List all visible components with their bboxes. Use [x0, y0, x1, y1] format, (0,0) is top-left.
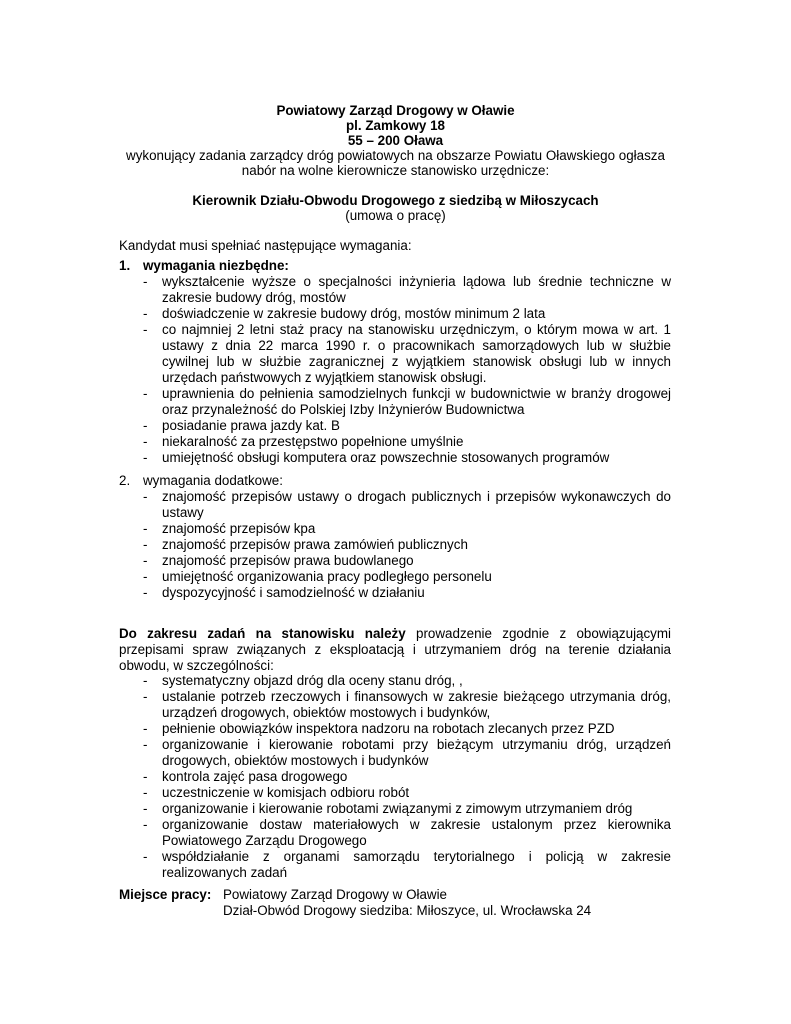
org-name: Powiatowy Zarząd Drogowy w Oławie [276, 103, 515, 118]
required-item: - co najmniej 2 letni staż pracy na stanowisku urzędniczym, o którym mowa w art. 1 ustawy z dnia 22 marca 1990 r. o pracownikach samorządowych lub w służbie cywilnej lub w służbie zagranicznej z wyjątkiem stanowisk obsługi lub w innych urzędach państwowych z wyjątkiem stanowisk obsługi. [119, 322, 671, 386]
required-item: - wykształcenie wyższe o specjalności inżynieria lądowa lub średnie techniczne w zakresie budowy dróg, mostów [119, 274, 671, 306]
required-title: wymagania niezbędne: [143, 258, 289, 273]
duty-item: - uczestniczenie w komisjach odbioru robót [119, 785, 671, 801]
workplace-line-2: Dział-Obwód Drogowy siedziba: Miłoszyce, ul. Wrocławska 24 [223, 903, 592, 918]
duty-item: - systematyczny objazd dróg dla oceny stanu dróg, , [119, 673, 671, 689]
duties-list [119, 673, 671, 881]
required-list [119, 274, 671, 466]
additional-item: - dyspozycyjność i samodzielność w działaniu [119, 585, 671, 601]
required-item: - umiejętność obsługi komputera oraz powszechnie stosowanych programów [119, 450, 671, 466]
contract-type: (umowa o pracę) [345, 208, 446, 223]
duties-lead-rest: prowadzenie zgodnie z obowiązującymi przepisami spraw związanych z eksploatacją i utrzymaniem dróg na terenie działania obwodu, w szczególności: [119, 626, 672, 673]
duty-item: - pełnienie obowiązków inspektora nadzoru na robotach zlecanych przez PZD [119, 721, 671, 737]
additional-item: - znajomość przepisów kpa [119, 521, 671, 537]
duty-item: - współdziałanie z organami samorządu terytorialnego i policją w zakresie realizowanych zadań [119, 849, 671, 881]
org-street: pl. Zamkowy 18 [346, 118, 445, 133]
duties-paragraph [119, 626, 671, 674]
duties-section [119, 673, 671, 881]
required-item: - doświadczenie w zakresie budowy dróg, mostów minimum 2 lata [119, 306, 671, 322]
additional-item: - znajomość przepisów ustawy o drogach publicznych i przepisów wykonawczych do ustawy [119, 489, 671, 521]
workplace-label: Miejsce pracy: [119, 887, 212, 902]
position-title: Kierownik Działu-Obwodu Drogowego z siedzibą w Miłoszycach [192, 193, 599, 208]
required-item: - posiadanie prawa jazdy kat. B [119, 418, 671, 434]
additional-section [119, 473, 671, 601]
org-city: 55 – 200 Oława [347, 133, 444, 148]
required-section [119, 258, 671, 466]
duty-item: - organizowanie i kierowanie robotami przy bieżącym utrzymaniu dróg, urządzeń drogowych, obiektów mostowych i budynków [119, 737, 671, 769]
intro-line-1: wykonujący zadania zarządcy dróg powiatowych na obszarze Powiatu Oławskiego ogłasza [126, 148, 665, 163]
required-item: - uprawnienia do pełnienia samodzielnych funkcji w budownictwie w branży drogowej oraz przynależność do Polskiej Izby Inżynierów Budownictwa [119, 386, 671, 418]
required-number: 1. [119, 258, 131, 273]
duty-item: - organizowanie dostaw materiałowych w zakresie ustalonym przez kierownika Powiatowego Zarządu Drogowego [119, 817, 671, 849]
duty-item: - kontrola zajęć pasa drogowego [119, 769, 671, 785]
requirements-intro: Kandydat musi spełniać następujące wymagania: [119, 238, 412, 253]
additional-item: - umiejętność organizowania pracy podległego personelu [119, 569, 671, 585]
additional-item: - znajomość przepisów prawa budowlanego [119, 553, 671, 569]
additional-number: 2. [119, 473, 131, 488]
duty-item: - ustalanie potrzeb rzeczowych i finansowych w zakresie bieżącego utrzymania dróg, urządzeń drogowych, obiektów mostowych i budynków, [119, 689, 671, 721]
duties-lead: Do zakresu zadań na stanowisku należy [119, 626, 406, 641]
intro-line-2: nabór na wolne kierownicze stanowisko urzędnicze: [241, 163, 550, 178]
additional-item: - znajomość przepisów prawa zamówień publicznych [119, 537, 671, 553]
required-item: - niekaralność za przestępstwo popełnione umyślnie [119, 434, 671, 450]
additional-title: wymagania dodatkowe: [143, 473, 283, 488]
workplace-line-1: Powiatowy Zarząd Drogowy w Oławie [223, 887, 447, 902]
duty-item: - organizowanie i kierowanie robotami związanymi z zimowym utrzymaniem dróg [119, 801, 671, 817]
additional-list [119, 489, 671, 601]
